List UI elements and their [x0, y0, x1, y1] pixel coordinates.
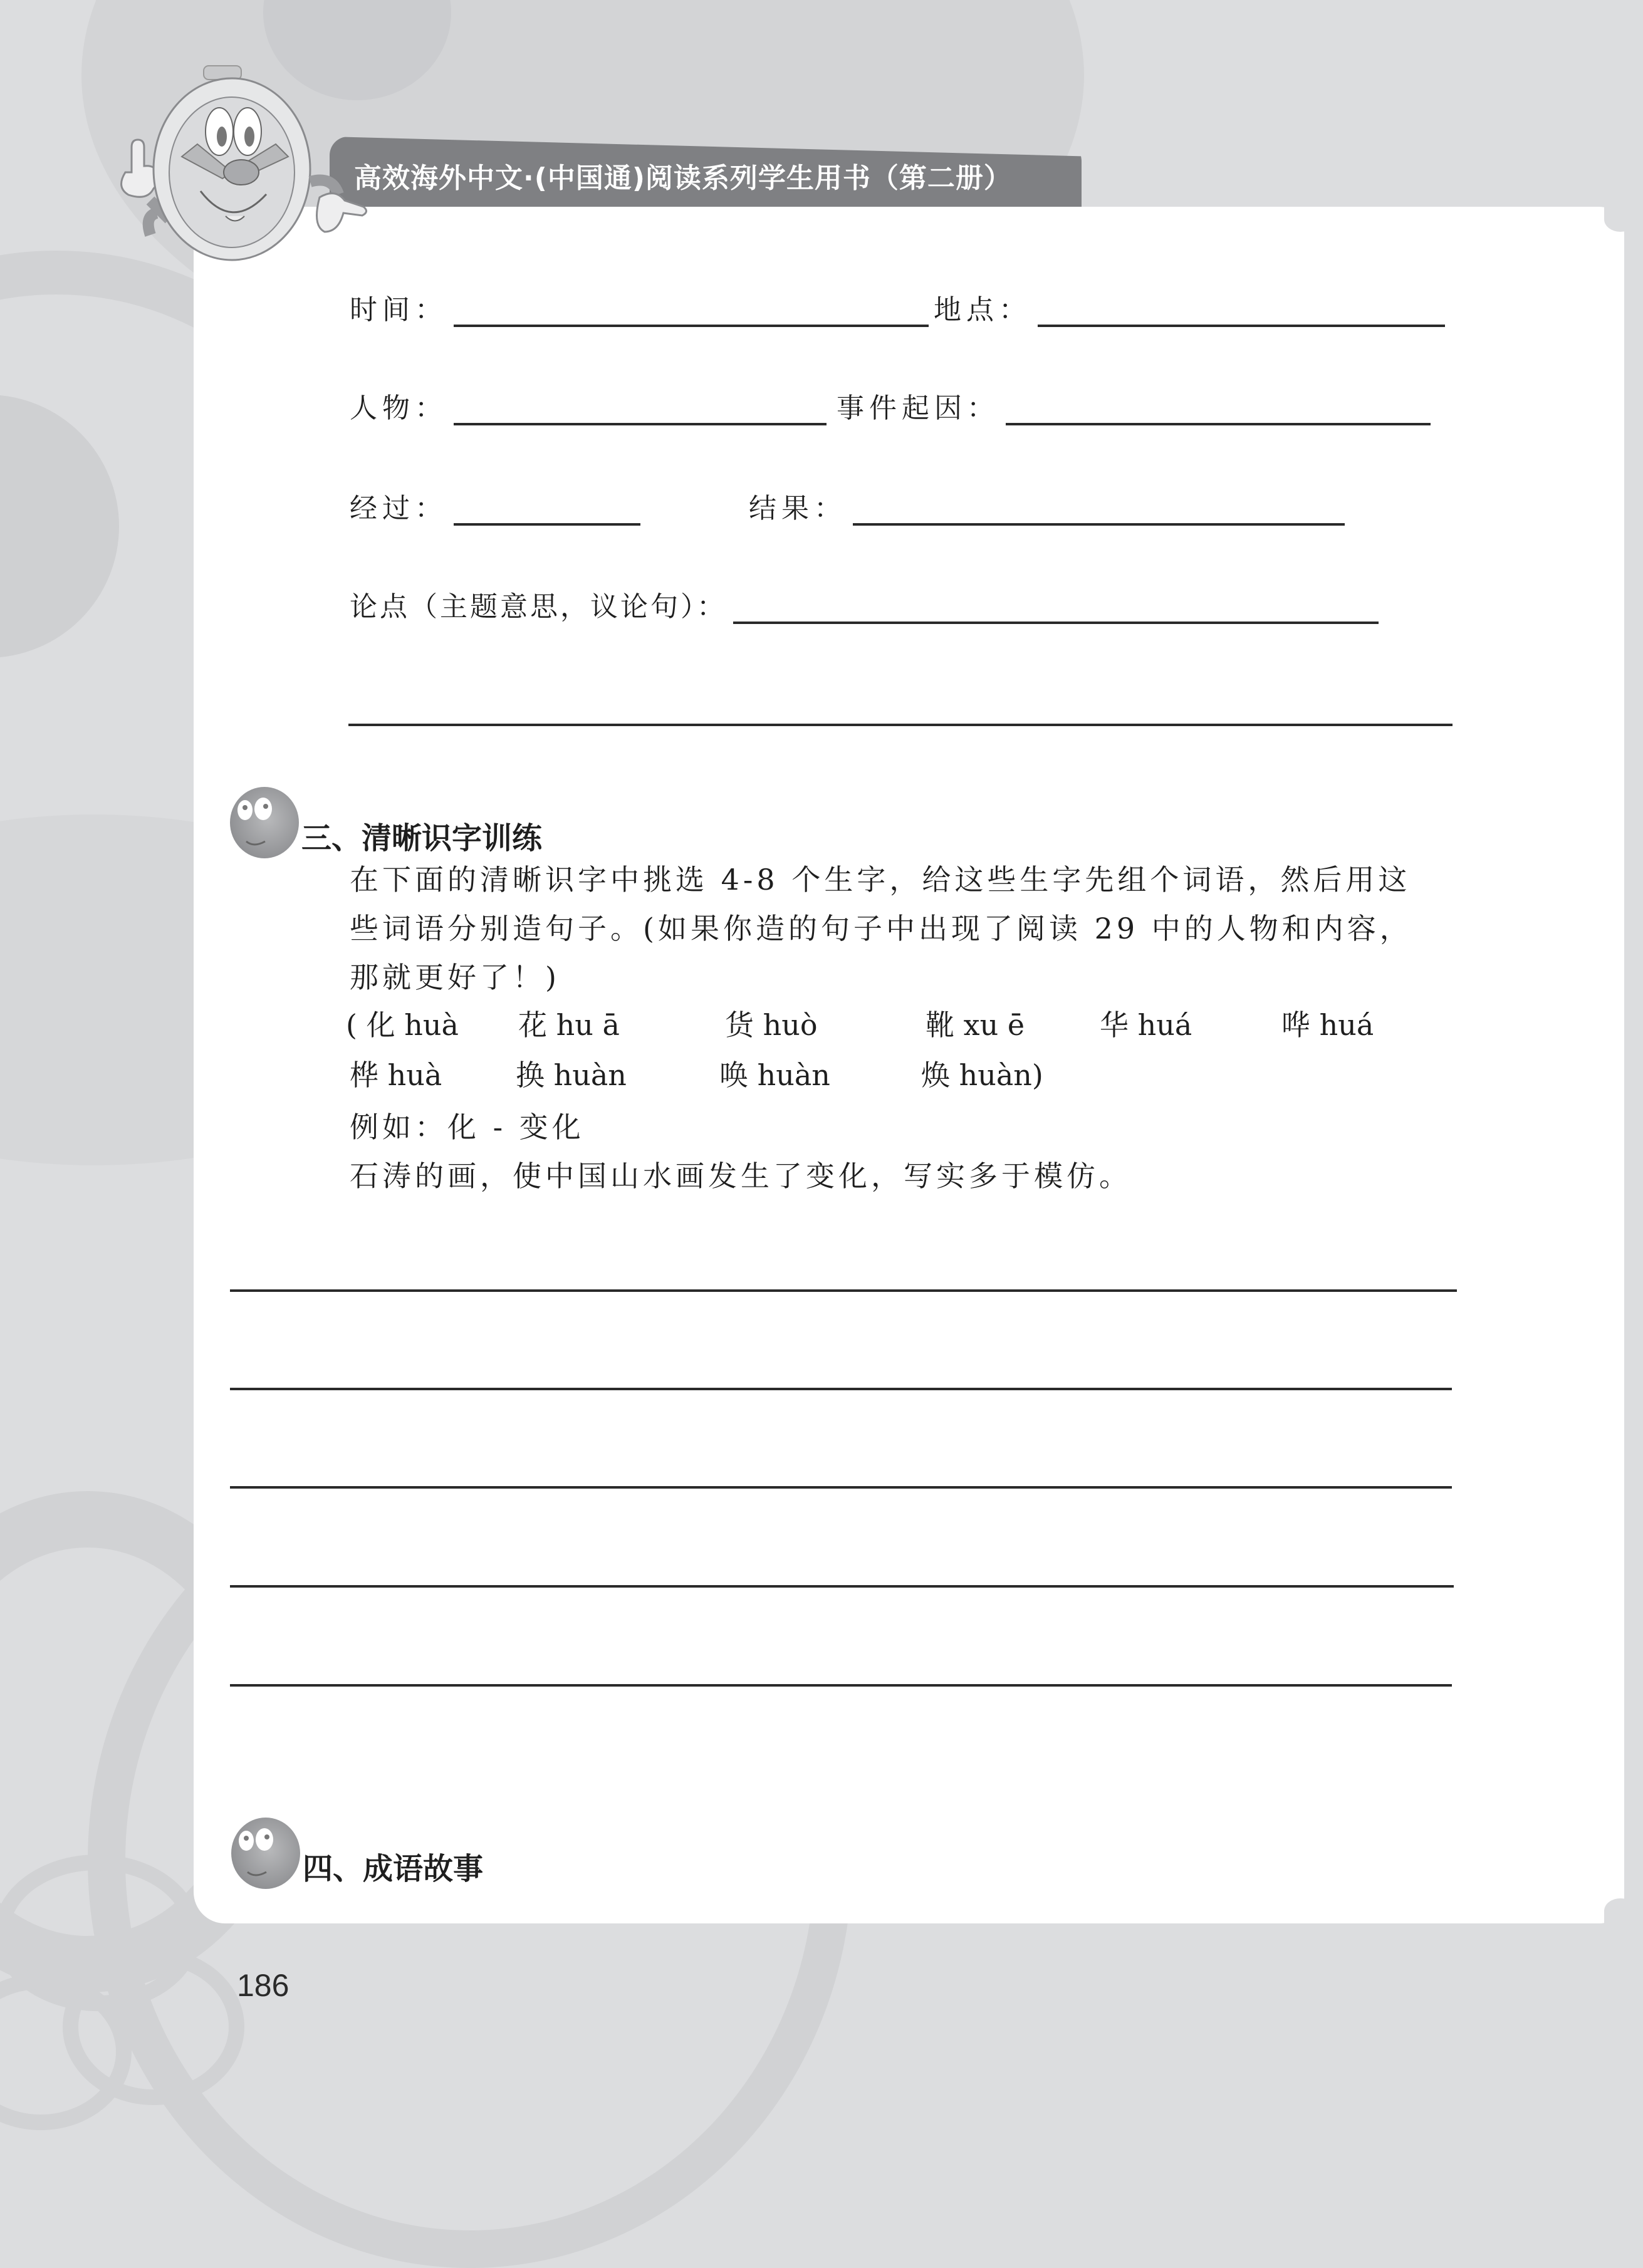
- cause-label: 事件起因：: [837, 392, 999, 424]
- time-input-line[interactable]: [454, 299, 929, 327]
- answer-line[interactable]: [230, 1388, 1452, 1390]
- panel-notch: [1604, 1898, 1637, 1923]
- thesis-label: 论点（主题意思，议论句）：: [350, 591, 727, 623]
- clock-mascot-icon: [107, 63, 370, 263]
- instruction-line: 在下面的清晰识字中挑选 4-8 个生字，给这些生字先组个词语，然后用这: [350, 863, 1411, 897]
- character-list-row: [346, 1002, 1411, 1051]
- result-input-line[interactable]: [853, 498, 1345, 526]
- cause-field-row: [837, 385, 1431, 425]
- people-field-row: [350, 385, 827, 425]
- answer-line[interactable]: [230, 1585, 1454, 1588]
- example-label: 例如：化 - 变化: [350, 1110, 585, 1144]
- section-4-heading: [230, 1817, 483, 1890]
- book-title: 高效海外中文·(中国通)阅读系列学生用书（第二册）: [354, 162, 1012, 194]
- character-item: ( 化 huà: [346, 1008, 459, 1042]
- process-label: 经过：: [350, 492, 447, 524]
- time-label: 时间：: [350, 294, 447, 326]
- place-input-line[interactable]: [1038, 299, 1445, 327]
- thesis-field-row: [350, 584, 1379, 624]
- people-input-line[interactable]: [454, 398, 827, 425]
- answer-line[interactable]: [230, 1486, 1452, 1489]
- section-4-title: 成语故事: [363, 1851, 484, 1886]
- instruction-line: 些词语分别造句子。(如果你造的句子中出现了阅读 29 中的人物和内容，: [350, 912, 1412, 945]
- smiley-icon: [229, 786, 300, 859]
- section-4-number: 四、: [303, 1851, 363, 1886]
- page-number: 186: [237, 1968, 289, 2003]
- thesis-input-line[interactable]: [733, 596, 1379, 624]
- place-label: 地点：: [934, 294, 1031, 326]
- character-list-row: [350, 1053, 1415, 1101]
- character-item: 靴 xu ē: [926, 1008, 1025, 1042]
- answer-line[interactable]: [230, 1289, 1457, 1292]
- character-item: 焕 huàn): [921, 1058, 1043, 1092]
- place-field-row: [934, 287, 1445, 327]
- result-field-row: [749, 486, 1345, 526]
- thesis-continuation-line[interactable]: [348, 724, 1453, 726]
- people-label: 人物：: [350, 392, 447, 424]
- character-item: 华 huá: [1100, 1008, 1192, 1042]
- section-3-title: 清晰识字训练: [362, 820, 543, 856]
- character-item: 花 hu ā: [518, 1008, 620, 1042]
- section-3-heading: [229, 786, 542, 859]
- process-input-line[interactable]: [454, 498, 640, 526]
- character-item: 桦 huà: [350, 1058, 442, 1092]
- smiley-icon: [230, 1817, 301, 1890]
- panel-notch: [1604, 207, 1637, 232]
- time-field-row: [350, 287, 929, 327]
- result-label: 结果：: [749, 492, 847, 524]
- instruction-line: 那就更好了！): [350, 960, 560, 994]
- character-item: 货 huò: [725, 1008, 818, 1042]
- character-item: 哗 huá: [1281, 1008, 1374, 1042]
- section-3-number: 三、: [301, 820, 362, 856]
- answer-line[interactable]: [230, 1684, 1452, 1687]
- cause-input-line[interactable]: [1006, 398, 1431, 425]
- process-field-row: [350, 486, 640, 526]
- example-sentence: 石涛的画，使中国山水画发生了变化，写实多于模仿。: [350, 1159, 1132, 1193]
- character-item: 唤 huàn: [719, 1058, 830, 1092]
- character-item: 换 huàn: [516, 1058, 627, 1092]
